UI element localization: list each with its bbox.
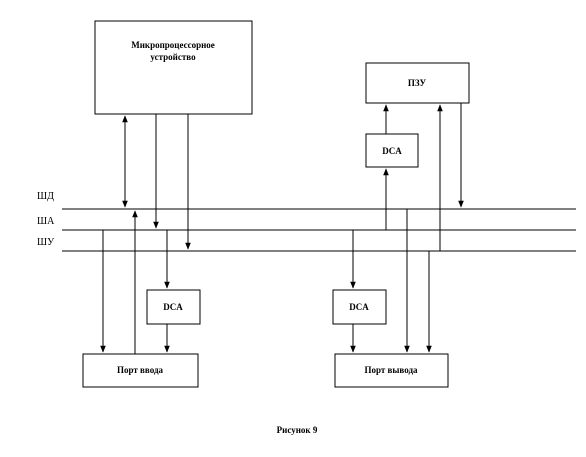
output-port-label: Порт вывода <box>364 365 418 375</box>
input-port-label: Порт ввода <box>116 365 164 375</box>
figure-caption: Рисунок 9 <box>276 425 318 435</box>
microprocessor-block <box>95 21 252 114</box>
data-bus-label: ШД <box>37 191 54 202</box>
address-bus-label: ША <box>37 216 55 227</box>
dca-input-label: DCA <box>163 302 183 312</box>
mpu-label-line2: устройство <box>150 52 196 62</box>
dca-output-label: DCA <box>349 302 369 312</box>
rom-label: ПЗУ <box>407 78 427 88</box>
dca-rom-label: DCA <box>382 146 402 156</box>
mpu-label-line1: Микропроцессорное <box>131 40 215 50</box>
control-bus-label: ШУ <box>37 237 55 248</box>
